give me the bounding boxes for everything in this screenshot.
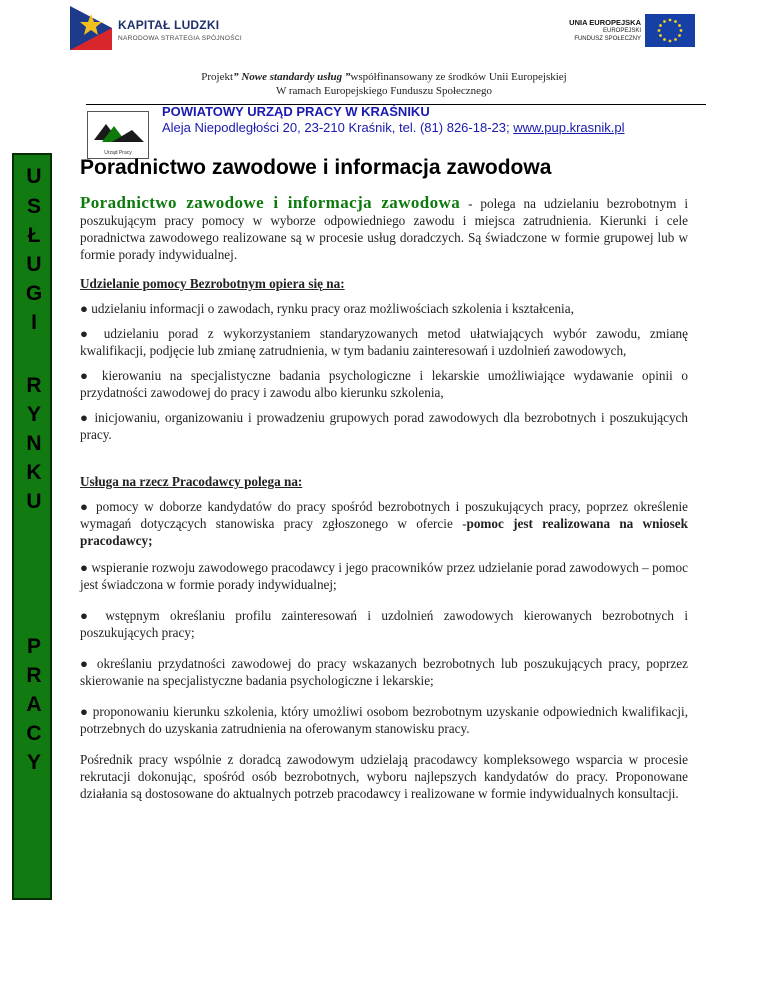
sidebar-letter: N	[26, 432, 42, 455]
section-heading-employer: Usługa na rzecz Pracodawcy polega na:	[80, 474, 303, 489]
closing-paragraph: Pośrednik pracy wspólnie z doradcą zawodowym udzielają pracodawcy kompleksowego wsparcia w procesie rekrutacji dokonując, spośród osób bezrobotnych, wyboru najlepszych kandydatów do pracy. Proponowane działania są dostosowane do aktualnych potrzeb pracodawcy i realizowane w formie indywidualnych konsultacji.	[80, 752, 688, 801]
project-line-2: W ramach Europejskiego Funduszu Społecznego	[275, 85, 493, 97]
section-heading-unemployed: Udzielanie pomocy Bezrobotnym opiera się na:	[80, 276, 345, 291]
eu-logo	[556, 10, 701, 52]
office-logo	[87, 111, 149, 159]
page-title: Poradnictwo zawodowe i informacja zawodowa	[80, 156, 552, 179]
sidebar-letter: Y	[26, 751, 41, 774]
project-prefix: Projekt	[201, 71, 234, 83]
eu-flag-icon	[645, 14, 695, 47]
list-item: ● wspieranie rozwoju zawodowego pracodawcy i jego pracowników przez udzielanie porad zawodowych – pomoc jest świadczona w formie porady indywidualnej;	[80, 560, 688, 592]
list-item: ● udzielaniu informacji o zawodach, rynku pracy oraz możliwościach szkolenia i kształcenia,	[80, 301, 574, 316]
sidebar-letter: U	[26, 490, 42, 513]
sidebar-letter: R	[26, 664, 42, 687]
office-address-text: Aleja Niepodległości 20, 23-210 Kraśnik, tel. (81) 826-18-23;	[162, 120, 514, 135]
list-item: ● określaniu przydatności zawodowej do pracy wskazanych bezrobotnych lub poszukujących pracy, poprzez skierowanie na specjalistyczne badania psychologiczne i lekarskie;	[80, 656, 688, 688]
sidebar-letter: U	[26, 165, 42, 188]
office-website-link[interactable]: www.pup.krasnik.pl	[513, 120, 625, 135]
list-item: ● inicjowaniu, organizowaniu i prowadzeniu grupowych porad zawodowych dla bezrobotnych i poszukujących pracy.	[80, 410, 688, 442]
main-content	[80, 194, 688, 802]
list-item: ● wstępnym określaniu profilu zainteresowań i uzdolnień zawodowych kierowanych bezrobotnych i poszukujących pracy;	[80, 608, 688, 640]
eu-title: UNIA EUROPEJSKA	[569, 18, 641, 27]
sidebar-letter: P	[26, 635, 41, 658]
list-item-text: ● pomocy w doborze kandydatów do pracy spośród bezrobotnych i poszukujących pracy, poprzez określenie wymagań dotyczących stanowiska pracy zgłoszonego w ofercie -	[80, 499, 688, 531]
sidebar-letter: I	[31, 311, 37, 334]
sidebar-letter: U	[26, 253, 42, 276]
list-item-emphasis: pomoc jest realizowana na wniosek pracodawcy;	[80, 516, 688, 548]
office-logo-caption: Urząd Pracy	[104, 150, 132, 156]
list-item: ● proponowaniu kierunku szkolenia, który umożliwi osobom bezrobotnym uzyskanie odpowiednich kwalifikacji, potrzebnych do uzyskania zatrudnienia na oferowanym stanowisku pracy.	[80, 704, 688, 736]
kapital-ludzki-subtitle: NARODOWA STRATEGIA SPÓJNOŚCI	[118, 35, 242, 42]
sidebar-letter: Ł	[27, 224, 41, 247]
sidebar-usługi-rynku-pracy	[12, 153, 52, 900]
sidebar-letter: Y	[26, 403, 41, 426]
list-item: ● kierowaniu na specjalistyczne badania psychologiczne i lekarskie umożliwiające wydawanie opinii o przydatności zawodowej do pracy i zawodu albo kierunku szkolenia,	[80, 368, 688, 400]
eu-fund-line1: EUROPEJSKI	[602, 28, 641, 34]
kapital-ludzki-flag-icon	[70, 6, 112, 50]
office-address	[162, 120, 624, 135]
lead-term: Poradnictwo zawodowe i informacja zawodowa	[80, 193, 461, 212]
lead-paragraph	[80, 194, 688, 263]
sidebar-letter: C	[26, 722, 42, 745]
list-item	[80, 498, 688, 549]
project-info	[0, 70, 768, 98]
project-line-1	[0, 70, 768, 84]
sidebar-letter: K	[26, 461, 42, 484]
sidebar-letter: S	[26, 195, 41, 218]
kapital-ludzki-title: KAPITAŁ LUDZKI	[118, 18, 220, 32]
kapital-ludzki-logo	[70, 6, 240, 52]
sidebar-letter: G	[25, 282, 43, 305]
sidebar-letter: A	[26, 693, 42, 716]
lead-text: - polega na udzielaniu bezrobotnym i poszukującym pracy pomocy w wyborze odpowiedniego zawodu i miejsca zatrudnienia. Kierunki i cele poradnictwa zawodowego realizowane są w procesie usług doradczych. Są świadczone w formie grupowej lub w formie porady indywidualnej.	[80, 196, 688, 262]
project-name: ” Nowe standardy usług ”	[233, 71, 351, 83]
list-item: ● udzielaniu porad z wykorzystaniem standaryzowanych metod ułatwiających wybór zawodu, zmianę kwalifikacji, podjęcie lub zmianę zatrudnienia, w tym badaniu zainteresowań i uzdolnień zawodowych,	[80, 326, 688, 358]
office-arrows-icon	[88, 112, 148, 158]
sidebar-letter: R	[26, 374, 42, 397]
eu-fund-line2: FUNDUSZ SPOŁECZNY	[574, 36, 641, 42]
office-name: POWIATOWY URZĄD PRACY W KRAŚNIKU	[162, 104, 430, 119]
project-suffix: współfinansowany ze środków Unii Europejskiej	[350, 71, 567, 83]
